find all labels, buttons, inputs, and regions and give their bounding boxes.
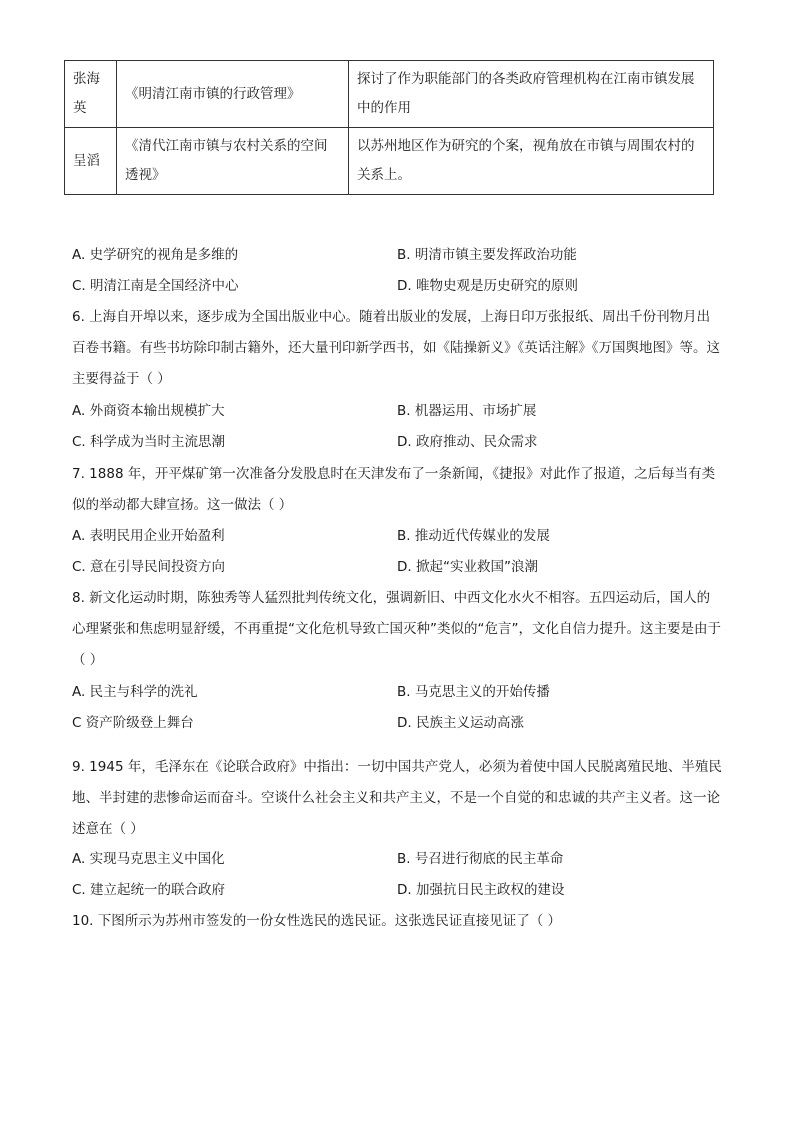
q6-stem: 6. 上海自开埠以来，逐步成为全国出版业中心。随着出版业的发展，上海日印万张报纸、周出千份刊物月出百卷书籍。有些书坊除印制古籍外，还大量刊印新学西书，如《陆操新义》《英话注解》《万国舆地图》等。这主要得益于（ ） bbox=[72, 309, 720, 387]
q9-option-b[interactable]: B. 号召进行彻底的民主革命 bbox=[397, 851, 564, 867]
q10-stem: 10. 下图所示为苏州市签发的一份女性选民的选民证。这张选民证直接见证了（ ） bbox=[72, 913, 562, 929]
q8-stem: 8. 新文化运动时期，陈独秀等人猛烈批判传统文化，强调新旧、中西文化水火不相容。五四运动后，国人的心理紧张和焦虑明显舒缓，不再重提“文化危机导致亡国灭种”类似的“危言”，文化自信力提升。这主要是由于（ ） bbox=[72, 590, 721, 668]
q9-option-c[interactable]: C. 建立起统一的联合政府 bbox=[72, 882, 226, 898]
q9-stem: 9. 1945 年，毛泽东在《论联合政府》中指出：一切中国共产党人，必须为着使中国人民脱离殖民地、半殖民地、半封建的悲惨命运而奋斗。空谈什么社会主义和共产主义，不是一个自觉的和忠诚的共产主义者。这一论述意在（ ） bbox=[72, 759, 722, 837]
q8-option-c[interactable]: C 资产阶级登上舞台 bbox=[72, 715, 194, 731]
table-row bbox=[65, 128, 714, 195]
q6-option-d[interactable]: D. 政府推动、民众需求 bbox=[397, 434, 538, 450]
q7-option-c[interactable]: C. 意在引导民间投资方向 bbox=[72, 559, 226, 575]
summary-cell: 以苏州地区作为研究的个案，视角放在市镇与周围农村的关系上。 bbox=[349, 128, 714, 195]
q7-option-b[interactable]: B. 推动近代传媒业的发展 bbox=[397, 528, 550, 544]
q7-option-d[interactable]: D. 掀起“实业救国”浪潮 bbox=[397, 559, 538, 575]
author-cell: 呈滔 bbox=[65, 128, 117, 195]
q6-option-b[interactable]: B. 机器运用、市场扩展 bbox=[397, 403, 537, 419]
q7-option-a[interactable]: A. 表明民用企业开始盈利 bbox=[72, 528, 225, 544]
q9-option-a[interactable]: A. 实现马克思主义中国化 bbox=[72, 851, 225, 867]
reference-table bbox=[64, 60, 714, 195]
q6-option-c[interactable]: C. 科学成为当时主流思潮 bbox=[72, 434, 226, 450]
q8-option-d[interactable]: D. 民族主义运动高涨 bbox=[397, 715, 524, 731]
q5-option-a[interactable]: A. 史学研究的视角是多维的 bbox=[72, 247, 239, 263]
q5-option-d[interactable]: D. 唯物史观是历史研究的原则 bbox=[397, 278, 578, 294]
q6-option-a[interactable]: A. 外商资本输出规模扩大 bbox=[72, 403, 225, 419]
q8-option-a[interactable]: A. 民主与科学的洗礼 bbox=[72, 684, 198, 700]
q5-option-c[interactable]: C. 明清江南是全国经济中心 bbox=[72, 278, 239, 294]
table-row bbox=[65, 61, 714, 128]
work-title-cell: 《明清江南市镇的行政管理》 bbox=[117, 61, 349, 128]
q5-option-b[interactable]: B. 明清市镇主要发挥政治功能 bbox=[397, 247, 577, 263]
q9-option-d[interactable]: D. 加强抗日民主政权的建设 bbox=[397, 882, 565, 898]
summary-cell: 探讨了作为职能部门的各类政府管理机构在江南市镇发展中的作用 bbox=[349, 61, 714, 128]
q7-stem: 7. 1888 年，开平煤矿第一次准备分发股息时在天津发布了一条新闻，《捷报》对此作了报道，之后每当有类似的举动都大肆宣扬。这一做法（ ） bbox=[72, 466, 716, 513]
q8-option-b[interactable]: B. 马克思主义的开始传播 bbox=[397, 684, 550, 700]
author-cell: 张海英 bbox=[65, 61, 117, 128]
work-title-cell: 《清代江南市镇与农村关系的空间透视》 bbox=[117, 128, 349, 195]
